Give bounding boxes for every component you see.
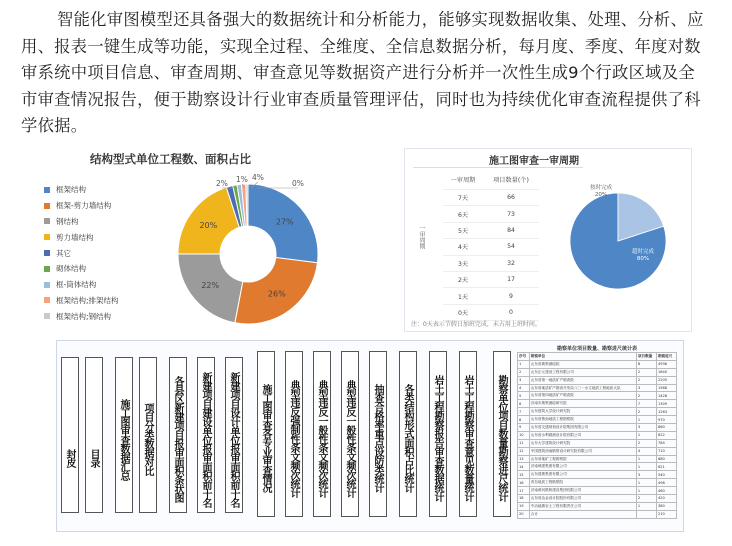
- mini-cell: 1263: [656, 408, 676, 416]
- mini-cell: 8: [636, 360, 656, 368]
- table-row: [518, 510, 677, 518]
- mini-cell: 210: [656, 510, 676, 518]
- period-cell: 6天: [443, 206, 483, 222]
- mini-cell: 山东建勘集团有限公司: [529, 471, 636, 479]
- table-row: [518, 368, 677, 376]
- mini-cell: 1309: [656, 400, 676, 408]
- period-cell: 5天: [443, 222, 483, 238]
- report-section-card: 典型违反一般性条文频次统计: [341, 351, 359, 517]
- mini-cell: 2: [636, 376, 656, 384]
- mini-cell: 1568: [656, 384, 676, 392]
- mini-cell: 山东省鲁南地质工程勘察院: [529, 416, 636, 424]
- report-section-card: 施工图审查各专业审查情况: [257, 351, 275, 517]
- table-row: [518, 376, 677, 384]
- mini-cell: 山东省第一地质矿产勘查院: [529, 376, 636, 384]
- mini-cell: 6: [518, 400, 530, 408]
- count-cell: 0: [483, 304, 539, 320]
- report-section-card: 目录: [85, 357, 103, 513]
- table-row: [443, 271, 539, 287]
- mini-cell: 4936: [656, 360, 676, 368]
- mini-cell: 山东大学建筑设计研究院: [529, 439, 636, 447]
- period-cell: 7天: [443, 190, 483, 206]
- report-section-card: 新建项目建设单位报审面积前十名: [197, 357, 215, 513]
- mini-cell: 10: [518, 431, 530, 439]
- table-row: [518, 360, 677, 368]
- mini-cell: 2: [636, 408, 656, 416]
- legend-label: 框架结构;排架结构: [56, 295, 119, 305]
- count-cell: 9: [483, 288, 539, 304]
- report-section-card: 勘察单位项目数量勘察进尺统计: [493, 351, 511, 517]
- structure-type-donut-figure: [40, 146, 340, 326]
- mini-cell: 1: [636, 502, 656, 510]
- period-pie-label: 80%: [636, 256, 650, 262]
- mini-cell: 山东省冶金设计院股份有限公司: [529, 495, 636, 503]
- mini-cell: 3: [636, 424, 656, 432]
- count-cell: 66: [483, 190, 539, 206]
- table-row: [518, 455, 677, 463]
- table-row: [443, 288, 539, 304]
- report-section-card: 岩土工程勘察审查意见数量统计: [459, 351, 477, 517]
- mini-cell: 621: [656, 463, 676, 471]
- count-cell: 73: [483, 206, 539, 222]
- mini-cell: [636, 510, 656, 518]
- mini-cell: 山东建筑大学设计研究院: [529, 408, 636, 416]
- mini-cell: 2: [636, 495, 656, 503]
- legend-label: 钢结构: [56, 216, 79, 226]
- mini-cell: 中冶地勘岩土工程有限责任公司: [529, 502, 636, 510]
- table-row: [443, 222, 539, 238]
- mini-cell: 822: [656, 431, 676, 439]
- donut-outside-label: 2%: [216, 179, 228, 188]
- count-cell: 17: [483, 271, 539, 287]
- donut-slice-label: 26%: [267, 289, 286, 299]
- mini-cell: 山东省勘察测绘院: [529, 360, 636, 368]
- report-section-card: 新建项目设计单位报审面积前十名: [225, 357, 243, 513]
- mini-header-cell: 序号: [518, 353, 530, 361]
- mini-cell: 860: [656, 424, 676, 432]
- table-row: [518, 463, 677, 471]
- legend-label: 框架-剪力墙结构: [56, 201, 112, 211]
- report-section-card: 岩土工程勘察报告审查数据统计: [429, 351, 447, 517]
- mini-cell: 3: [636, 471, 656, 479]
- mini-cell: 680: [656, 455, 676, 463]
- table-row: [443, 206, 539, 222]
- period-pie-label: 按时完成: [589, 185, 613, 191]
- table-row: [518, 495, 677, 503]
- mini-cell: 1: [636, 463, 656, 471]
- table-row: [518, 384, 677, 392]
- period-cell: 1天: [443, 288, 483, 304]
- mini-cell: 山东正元建设工程有限公司: [529, 368, 636, 376]
- table-row: [518, 431, 677, 439]
- mini-cell: 3: [518, 376, 530, 384]
- table-row: [443, 190, 539, 206]
- period-row-group-label: 一审周期: [418, 225, 425, 249]
- mini-cell: 970: [656, 416, 676, 424]
- mini-cell: 7: [636, 400, 656, 408]
- period-cell: 3天: [443, 255, 483, 271]
- period-cell: 0天: [443, 304, 483, 320]
- mini-cell: 山东省地质矿产勘查开发局八〇一水文地质工程地质大队: [529, 384, 636, 392]
- period-title: 施工图审查一审周期: [489, 156, 579, 167]
- period-cell: 4天: [443, 239, 483, 255]
- mini-cell: 1428: [656, 392, 676, 400]
- donut-title: 结构型式单位工程数、面积占比: [90, 152, 251, 166]
- report-section-card: 典型违反一般性条文频次统计: [313, 351, 331, 517]
- report-section-card: 各县区新建项目报审面积条状图: [169, 357, 187, 513]
- mini-cell: 14: [518, 463, 530, 471]
- mini-cell: 16: [518, 479, 530, 487]
- mini-cell: 中国建筑西南勘察设计研究院有限公司: [529, 447, 636, 455]
- mini-cell: 380: [656, 502, 676, 510]
- mini-cell: 2: [636, 439, 656, 447]
- count-cell: 84: [483, 222, 539, 238]
- mini-cell: 2: [636, 368, 656, 376]
- donut-slice-label: 20%: [199, 221, 218, 231]
- mini-cell: 460: [656, 487, 676, 495]
- mini-header-cell: 项目数量: [636, 353, 656, 361]
- mini-cell: 420: [656, 495, 676, 503]
- table-row: [518, 479, 677, 487]
- intro-paragraph: 智能化审图模型还具备强大的数据统计和分析能力，能够实现数据收集、处理、分析、应用、报表一键生成等功能，实现全过程、全维度、全信息数据分析，每月度、季度、年度对数审系统中项目信息、审查周期、审查意见等数据资产进行分析并一次性生成9个行政区域及全市审查情况报告，便于勘察设计行业审查质量管理评估，同时也为持续优化审查流程提供了科学依据。: [21, 10, 704, 136]
- mini-cell: 5: [518, 392, 530, 400]
- mini-cell: 9: [518, 424, 530, 432]
- mini-header-row: [518, 353, 677, 361]
- mini-cell: 2205: [656, 376, 676, 384]
- report-section-card: 抽查合格率重点设防类统计: [369, 351, 387, 517]
- table-row: [518, 447, 677, 455]
- table-row: [518, 416, 677, 424]
- mini-cell: 济南城建集团有限公司: [529, 463, 636, 471]
- donut-outside-label: 4%: [252, 173, 264, 182]
- legend-label: 框-筒体结构: [56, 280, 97, 290]
- mini-cell: 11: [518, 439, 530, 447]
- mini-cell: 1: [518, 360, 530, 368]
- mini-cell: 19: [518, 502, 530, 510]
- mini-cell: 1: [636, 487, 656, 495]
- mini-cell: 2: [518, 368, 530, 376]
- period-header-period: 一审周期: [443, 169, 483, 190]
- survey-unit-mini-table: [517, 345, 677, 525]
- table-row: [518, 392, 677, 400]
- donut-slice-label: 27%: [275, 217, 294, 227]
- legend-label: 剪力墙结构: [56, 232, 94, 242]
- mini-cell: 710: [656, 447, 676, 455]
- mini-cell: 7: [518, 408, 530, 416]
- report-section-card: 各类结构形式面积占比统计: [399, 351, 417, 517]
- report-section-card: 典型违反强制性条文频次统计: [285, 351, 303, 517]
- review-period-figure: [404, 148, 692, 332]
- legend-label: 砌体结构: [56, 264, 86, 274]
- report-section-card: 项目分类数据对比: [139, 357, 157, 513]
- period-pie-label: 20%: [594, 192, 608, 198]
- mini-cell: 2: [636, 392, 656, 400]
- mini-cell: 山东省交通规划设计院集团有限公司: [529, 424, 636, 432]
- table-row: [518, 408, 677, 416]
- legend-label: 其它: [56, 248, 71, 258]
- legend-label: 框架结构: [56, 185, 86, 195]
- period-pie-chart: [563, 183, 673, 293]
- table-row: [518, 424, 677, 432]
- mini-cell: 498: [656, 479, 676, 487]
- mini-cell: 1: [636, 416, 656, 424]
- mini-cell: 8: [518, 416, 530, 424]
- mini-cell: 1: [636, 479, 656, 487]
- table-row: [443, 239, 539, 255]
- mini-cell: 3: [636, 384, 656, 392]
- mini-table-title: 勘察单位项目数量、勘察进尺统计表: [556, 346, 637, 352]
- table-row: [518, 439, 677, 447]
- mini-cell: 4: [518, 384, 530, 392]
- table-row: [518, 471, 677, 479]
- mini-cell: 18: [518, 495, 530, 503]
- period-header-count: 项目数量(个): [483, 169, 539, 190]
- report-section-card: 施工图审查数据汇总: [115, 357, 133, 513]
- mini-cell: 784: [656, 439, 676, 447]
- mini-cell: 13: [518, 455, 530, 463]
- count-cell: 32: [483, 255, 539, 271]
- period-pie-label: 超时完成: [631, 249, 655, 255]
- mini-cell: 20: [518, 510, 530, 518]
- table-row: [443, 255, 539, 271]
- period-cell: 2天: [443, 271, 483, 287]
- donut-slice-label: 22%: [201, 281, 220, 291]
- period-table: [443, 169, 539, 321]
- mini-cell: 12: [518, 447, 530, 455]
- mini-header-cell: 勘察进尺: [656, 353, 676, 361]
- mini-header-cell: 勘察单位: [529, 353, 636, 361]
- mini-cell: 17: [518, 487, 530, 495]
- mini-cell: 540: [656, 471, 676, 479]
- mini-cell: 济南黄河路桥建设集团有限公司: [529, 487, 636, 495]
- count-cell: 54: [483, 239, 539, 255]
- donut-outside-label: 1%: [236, 175, 248, 184]
- legend-label: 框架结构;钢结构: [56, 311, 112, 321]
- mini-cell: 山东省水利勘测设计院有限公司: [529, 431, 636, 439]
- mini-cell: 山东省第四地质矿产勘查院: [529, 392, 636, 400]
- mini-cell: 合计: [529, 510, 636, 518]
- table-row: [518, 502, 677, 510]
- mini-cell: 1: [636, 455, 656, 463]
- report-section-card: 封皮: [61, 357, 79, 513]
- mini-cell: 青岛地质工程勘察院: [529, 479, 636, 487]
- report-contents-strip: [56, 340, 684, 532]
- mini-cell: 4: [636, 447, 656, 455]
- mini-cell: 1: [636, 431, 656, 439]
- mini-cell: 15: [518, 471, 530, 479]
- table-row: [518, 400, 677, 408]
- mini-cell: 1640: [656, 368, 676, 376]
- period-note: 注：0天表示节假日加班完成，未占用上班时间。: [411, 321, 541, 328]
- donut-chart: [40, 146, 340, 326]
- donut-outside-label: 0%: [292, 179, 304, 188]
- mini-cell: 济南市勘察测绘研究院: [529, 400, 636, 408]
- mini-cell: 山东省地矿工程勘察院: [529, 455, 636, 463]
- table-row: [518, 487, 677, 495]
